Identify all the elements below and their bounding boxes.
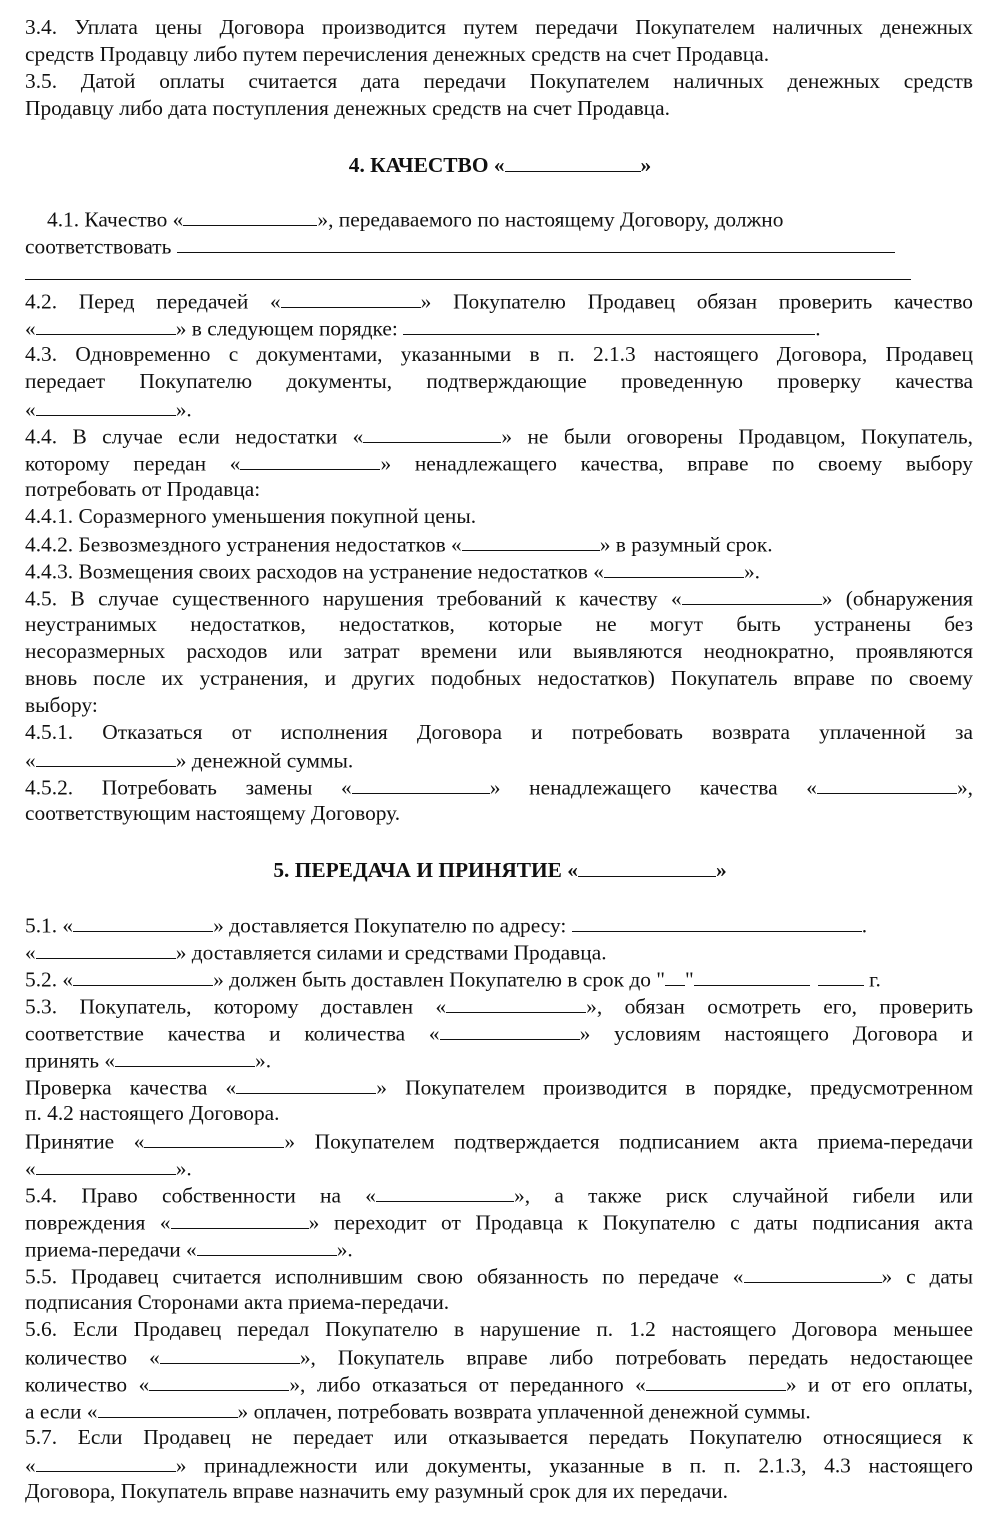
blank-field	[682, 584, 822, 605]
p4-1-line-2: соответствовать	[25, 232, 973, 259]
p5-3-line-1: 5.3. Покупатель, которому доставлен « », обязан осмотреть его, проверить	[25, 992, 973, 1019]
blank-field	[462, 530, 600, 551]
blank-field	[403, 314, 815, 335]
p4-4-line-1: 4.4. В случае если недостатки « » не были оговорены Продавцом, Покупатель,	[25, 422, 973, 449]
blank-field	[363, 422, 501, 443]
p4-3-line-3: « ».	[25, 395, 973, 422]
p5-1-line-2: « » доставляется силами и средствами Продавца.	[25, 938, 973, 965]
blank-field	[376, 1181, 514, 1202]
blank-field	[818, 965, 864, 986]
p5-5-line-2: подписания Сторонами акта приема-передачи.	[25, 1290, 450, 1314]
p4-3-line-2: передает Покупателю документы, подтверждающие проведенную проверку качества	[25, 369, 973, 393]
blank-field	[36, 314, 176, 335]
blank-field	[236, 1073, 376, 1094]
p5-4-line-2: повреждения « » переходит от Продавца к Покупателю с даты подписания акта	[25, 1208, 973, 1235]
p4-5-2-line-2: соответствующим настоящему Договору.	[25, 801, 401, 825]
p5-4-line-1: 5.4. Право собственности на « », а также риск случайной гибели или	[25, 1181, 973, 1208]
blank-field	[73, 911, 213, 932]
p4-1-line-1: 4.1. Качество « », передаваемого по настоящему Договору, должно	[47, 205, 973, 232]
blank-field	[36, 746, 176, 767]
blank-field	[160, 1343, 300, 1364]
blank-field	[646, 1370, 786, 1391]
blank-field	[352, 773, 490, 794]
blank-field	[240, 449, 380, 470]
blank-field	[115, 1046, 255, 1067]
blank-field	[73, 965, 213, 986]
blank-field	[578, 856, 716, 877]
p4-5-line-4: вновь после их устранения, и других подобных недостатков) Покупатель вправе по своему	[25, 666, 973, 690]
blank-field	[446, 992, 586, 1013]
blank-field	[505, 151, 641, 172]
p5-5-line-1: 5.5. Продавец считается исполнившим свою обязанность по передаче « » с даты	[25, 1262, 973, 1289]
blank-field	[36, 938, 176, 959]
p5-7-line-1: 5.7. Если Продавец не передает или отказывается передать Покупателю относящиеся к	[25, 1425, 973, 1449]
p4-5-1-line-2: « » денежной суммы.	[25, 746, 973, 773]
blank-field	[36, 395, 176, 416]
p5-1-line-1: 5.1. « » доставляется Покупателю по адресу: .	[25, 911, 973, 938]
p5-6-line-1: 5.6. Если Продавец передал Покупателю в нарушение п. 1.2 настоящего Договора меньшее	[25, 1317, 973, 1341]
p4-1-line-3	[25, 259, 973, 286]
p5-4-line-3: приема-передачи « ».	[25, 1235, 973, 1262]
p4-4-2: 4.4.2. Безвозмездного устранения недостатков « » в разумный срок.	[25, 530, 973, 557]
p4-5-line-3: несоразмерных расходов или затрат времени или выявляются неоднократно, проявляются	[25, 639, 973, 663]
p4-2-line-2: « » в следующем порядке: .	[25, 314, 973, 341]
blank-field	[36, 1451, 176, 1472]
blank-field	[440, 1019, 580, 1040]
p5-3-line-5: п. 4.2 настоящего Договора.	[25, 1101, 280, 1125]
p5-6-line-4: а если « » оплачен, потребовать возврата уплаченной денежной суммы.	[25, 1397, 973, 1424]
p4-4-line-3: потребовать от Продавца:	[25, 477, 261, 501]
p3-5-line-2: Продавцу либо дата поступления денежных средств на счет Продавца.	[25, 96, 670, 120]
p4-5-line-2: неустранимых недостатков, недостатков, которые не могут быть устранены без	[25, 612, 973, 636]
p4-5-1-line-1: 4.5.1. Отказаться от исполнения Договора и потребовать возврата уплаченной за	[25, 720, 973, 744]
p5-6-line-3: количество « », либо отказаться от переданного « » и от его оплаты,	[25, 1370, 973, 1397]
p4-4-line-2: которому передан « » ненадлежащего качества, вправе по своему выбору	[25, 449, 973, 476]
p4-3-line-1: 4.3. Одновременно с документами, указанными в п. 2.1.3 настоящего Договора, Продавец	[25, 342, 973, 366]
p4-2-line-1: 4.2. Перед передачей « » Покупателю Продавец обязан проверить качество	[25, 287, 973, 314]
blank-field	[36, 1154, 176, 1175]
blank-field	[744, 1262, 882, 1283]
p4-5-2-line-1: 4.5.2. Потребовать замены « » ненадлежащего качества « »,	[25, 773, 973, 800]
p5-3-line-3: принять « ».	[25, 1046, 973, 1073]
blank-field	[171, 1208, 309, 1229]
p5-3-line-2: соответствие качества и количества « » условиям настоящего Договора и	[25, 1019, 973, 1046]
blank-field	[25, 259, 911, 280]
blank-field	[604, 557, 744, 578]
blank-field	[177, 232, 895, 253]
p3-5-line-1: 3.5. Датой оплаты считается дата передачи Покупателем наличных денежных средств	[25, 69, 973, 93]
p4-5-line-5: выбору:	[25, 693, 98, 717]
p5-3-line-6: Принятие « » Покупателем подтверждается подписанием акта приема-передачи	[25, 1127, 973, 1154]
section-4-heading: 4. КАЧЕСТВО « »	[0, 150, 1000, 180]
blank-field	[183, 205, 317, 226]
p5-7-line-3: Договора, Покупатель вправе назначить ему разумный срок для их передачи.	[25, 1479, 728, 1503]
p5-7-line-2: « » принадлежности или документы, указанные в п. п. 2.1.3, 4.3 настоящего	[25, 1451, 973, 1478]
blank-field	[144, 1127, 284, 1148]
blank-field	[694, 965, 810, 986]
blank-field	[281, 287, 421, 308]
blank-field	[197, 1235, 337, 1256]
blank-field	[98, 1397, 238, 1418]
blank-field	[817, 773, 957, 794]
p5-2: 5.2. « » должен быть доставлен Покупателю в срок до " " г.	[25, 965, 973, 992]
p4-4-1: 4.4.1. Соразмерного уменьшения покупной цены.	[25, 504, 477, 528]
p4-4-3: 4.4.3. Возмещения своих расходов на устранение недостатков « ».	[25, 557, 973, 584]
section-5-heading: 5. ПЕРЕДАЧА И ПРИНЯТИЕ « »	[0, 855, 1000, 885]
p4-5-line-1: 4.5. В случае существенного нарушения требований к качеству « » (обнаружения	[25, 584, 973, 611]
p3-4-line-2: средств Продавцу либо путем перечисления денежных средств на счет Продавца.	[25, 42, 770, 66]
p5-3-line-4: Проверка качества « » Покупателем производится в порядке, предусмотренном	[25, 1073, 973, 1100]
p3-4-line-1: 3.4. Уплата цены Договора производится путем передачи Покупателем наличных денежных	[25, 15, 973, 39]
blank-field	[149, 1370, 289, 1391]
blank-field	[665, 965, 685, 986]
blank-field	[572, 911, 862, 932]
p5-3-line-7: « ».	[25, 1154, 973, 1181]
p5-6-line-2: количество « », Покупатель вправе либо потребовать передать недостающее	[25, 1343, 973, 1370]
